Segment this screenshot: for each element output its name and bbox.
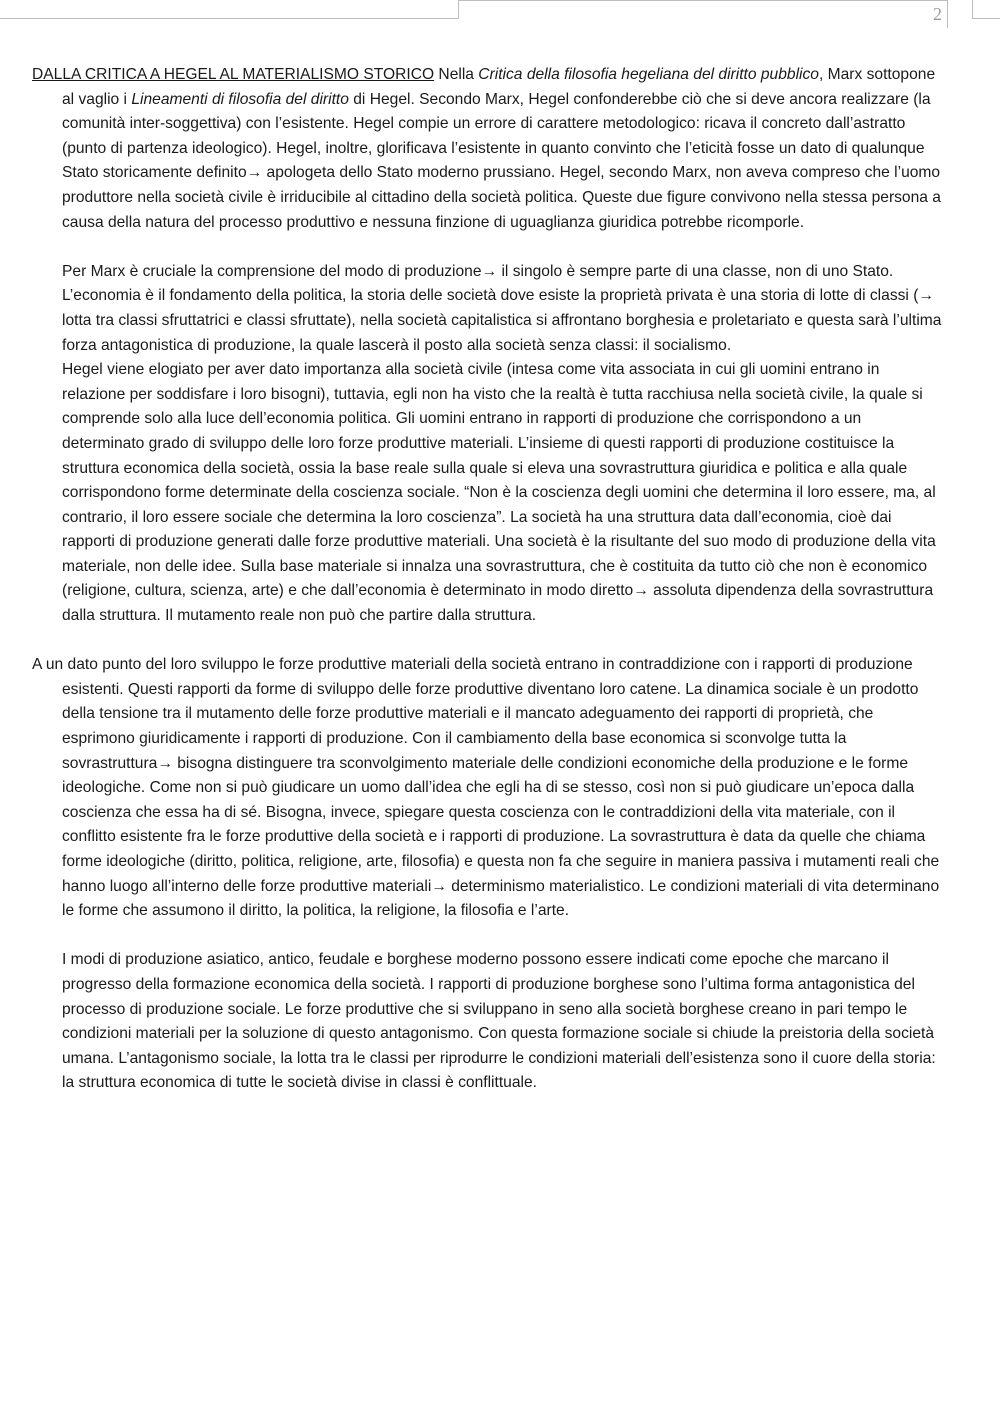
header-rule-tab xyxy=(458,0,459,19)
paragraph-text: Nella xyxy=(434,66,479,83)
paragraph-spacer xyxy=(32,235,944,260)
paragraph-spacer xyxy=(32,924,944,949)
page-number: 2 xyxy=(933,4,942,24)
paragraph-societa-civile: Hegel viene elogiato per aver dato importanza alla società civile (intesa come vita associata in cui gli uomini entrano in relazione per soddisfare i loro bisogni), tuttavia, egli non ha visto che la realtà è tutta racchiusa nella società civile, la quale si comprende solo alla luce dell’economia politica. Gli uomini entrano in rapporti di produzione che corrispondono a un determinato grado di sviluppo delle loro forze produttive materiali. L’insieme di questi rapporti di produzione costituisce la struttura economica della società, ossia la base reale sulla quale si eleva una sovrastruttura giuridica e politica e alla quale corrispondono forme determinate della coscienza sociale. “Non è la coscienza degli uomini che determina il loro essere, ma, al contrario, il loro essere sociale che determina la loro coscienza”. La società ha una struttura data dall’economia, cioè dai rapporti di produzione generati dalle forze produttive materiali. Una società è la risultante del suo modo di produzione della vita materiale, non delle idee. Sulla base materiale si innalza una sovrastruttura, che è costituita da tutto ciò che non è economico (religione, cultura, scienza, arte) e che dall’economia è determinato in modo diretto→ assoluta dipendenza della sovrastruttura dalla struttura. Il mutamento reale non può che partire dalla struttura. xyxy=(62,361,936,625)
paragraph-spacer xyxy=(32,629,944,654)
paragraph-hegel-critique xyxy=(32,63,944,235)
document-body xyxy=(32,63,944,1096)
book-title-lineamenti: Lineamenti di filosofia del diritto xyxy=(131,90,349,108)
paragraph-modo-di-produzione: Per Marx è cruciale la comprensione del modo di produzione→ il singolo è sempre parte di una classe, non di uno Stato. L’economia è il fondamento della politica, la storia delle società dove esiste la proprietà privata è una storia di lotte di classi (→ lotta tra classi sfruttatrici e classi sfruttate), nella società capitalistica si affrontano borghesia e proletariato e questa sarà l’ultima forza antagonistica di produzione, la quale lascerà il posto alla società senza classi: il socialismo. xyxy=(62,262,942,354)
paragraph-contraddizione: A un dato punto del loro sviluppo le forze produttive materiali della società entrano in contraddizione con i rapporti di produzione esistenti. Questi rapporti da forme di sviluppo delle forze produttive diventano loro catene. La dinamica sociale è un prodotto della tensione tra il mutamento delle forze produttive materiali e il mancato adeguamento dei rapporti di proprietà, che esprimono giuridicamente i rapporti di produzione. Con il cambiamento della base economica si sconvolge tutta la sovrastruttura→ bisogna distinguere tra sconvolgimento materiale delle condizioni economiche della produzione e le forme ideologiche. Come non si può giudicare un uomo dall’idea che egli ha di se stesso, così non si può giudicare un’epoca dalla coscienza che essa ha di sé. Bisogna, invece, spiegare questa coscienza con le contraddizioni della vita materiale, con il conflitto esistente fra le forze produttive della società e i rapporti di produzione. La sovrastruttura è data da quelle che chiama forme ideologiche (diritto, politica, religione, arte, filosofia) e questa non fa che seguire in maniera passiva i mutamenti reali che hanno luogo all’interno delle forze produttive materiali→ determinismo materialistico. Le condizioni materiali di vita determinano le forme che assumono il diritto, la politica, la religione, la filosofia e l’arte. xyxy=(32,656,940,920)
header-rule-left xyxy=(0,18,458,19)
page-corner-mark xyxy=(972,0,1000,19)
book-title-critica: Critica della filosofia hegeliana del diritto pubblico xyxy=(478,66,819,83)
header-rule-right xyxy=(458,0,948,1)
paragraph-text: di Hegel. Secondo Marx, Hegel confonderebbe ciò che si deve ancora realizzare (la comunità inter-soggettiva) con l’esistente. Hegel compie un errore di carattere metodologico: ricava il concreto dall’astratto (punto di partenza ideologico). Hegel, inoltre, glorificava l’esistente in quanto convinto che l’eticità fosse un dato di qualunque Stato storicamente definito→ apologeta dello Stato moderno prussiano. Hegel, secondo Marx, non aveva compreso che l’uomo produttore nella società civile è irriducibile al cittadino della società politica. Queste due figure convivono nella stessa persona a causa della natura del processo produttivo e nessuna finzione di uguaglianza giuridica potrebbe ricomporle. xyxy=(62,90,941,231)
section-heading: DALLA CRITICA A HEGEL AL MATERIALISMO STORICO xyxy=(32,66,435,83)
paragraph-modi-di-produzione: I modi di produzione asiatico, antico, feudale e borghese moderno possono essere indicati come epoche che marcano il progresso della formazione economica della società. I rapporti di produzione borghese sono l’ultima forma antagonistica del processo di produzione sociale. Le forze produttive che si sviluppano in seno alla società borghese creano in pari tempo le condizioni materiali per la soluzione di questo antagonismo. Con questa formazione sociale si chiude la preistoria della società umana. L’antagonismo sociale, la lotta tra le classi per riprodurre le condizioni materiali dell’esistenza sono il cuore della storia: la struttura economica di tutte le società divise in classi è conflittuale. xyxy=(62,951,936,1092)
header-rule-vertical xyxy=(947,0,948,28)
paragraph-text: , Marx sottopone al vaglio i xyxy=(62,66,936,108)
